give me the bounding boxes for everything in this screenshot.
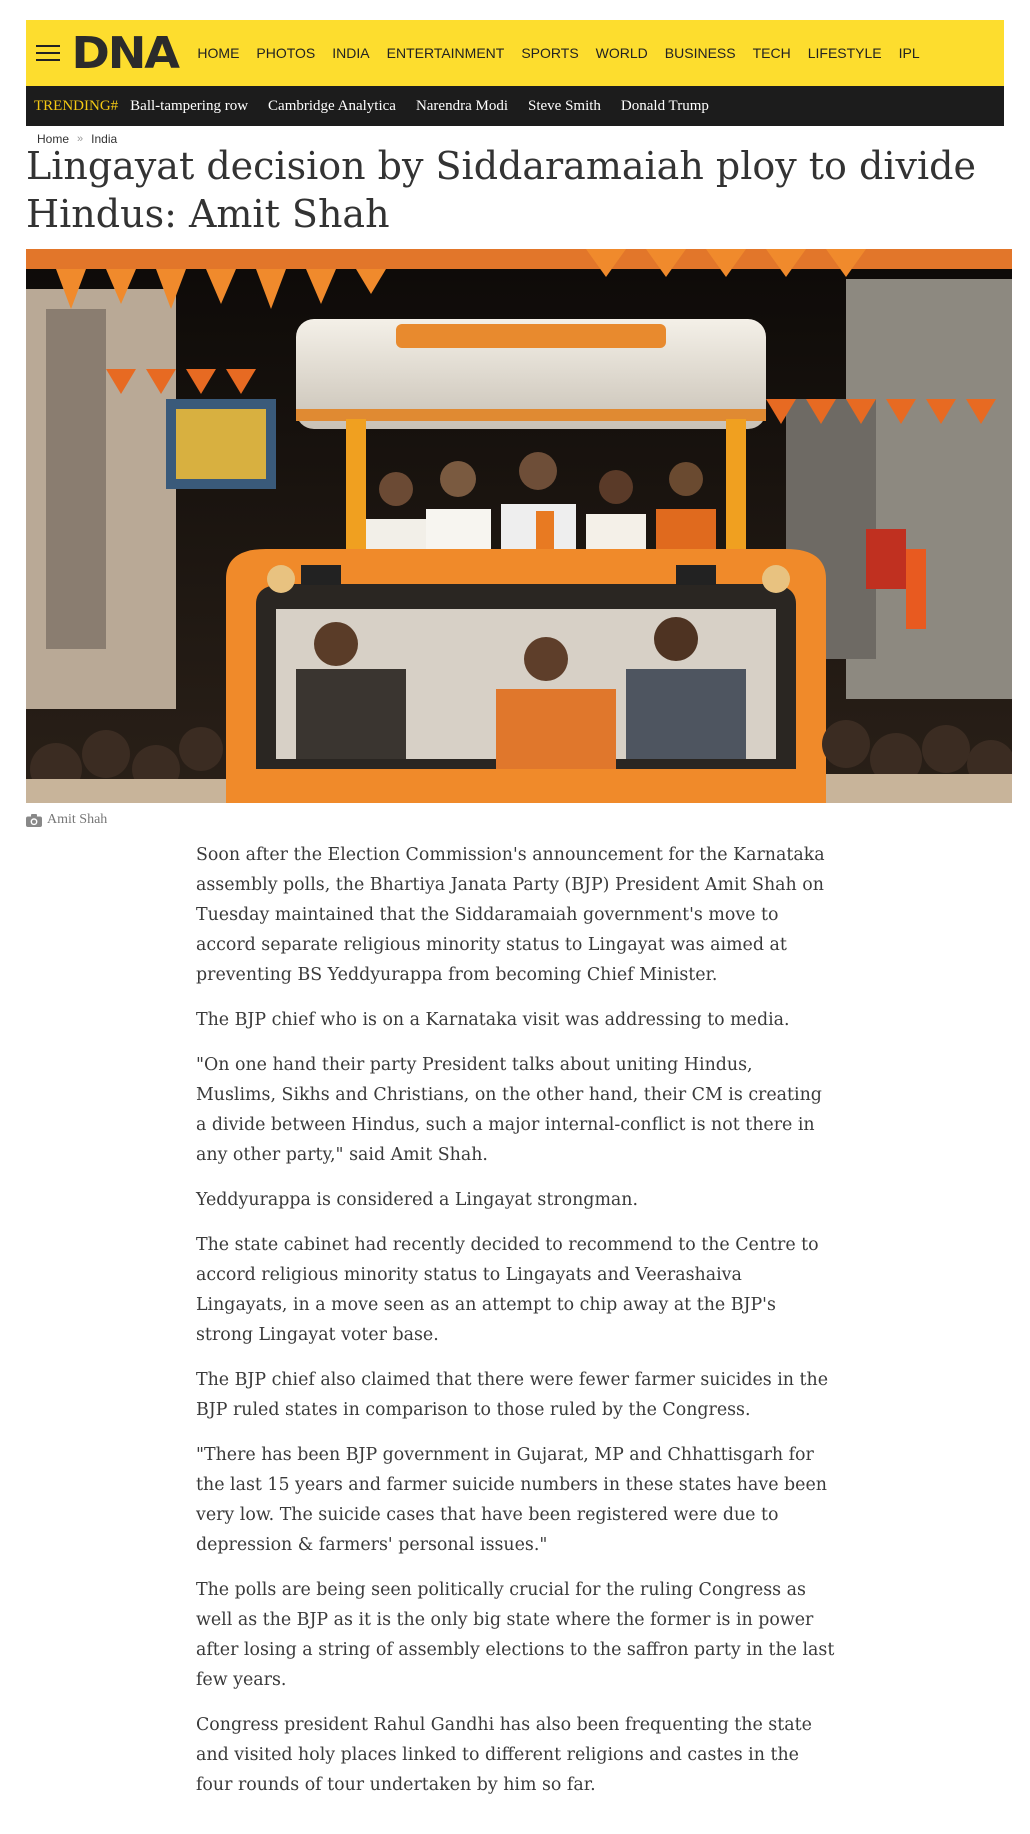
trending-item[interactable]: Ball-tampering row [130, 97, 249, 114]
nav-item-business[interactable]: BUSINESS [664, 45, 736, 61]
article-paragraph: The state cabinet had recently decided to recommend to the Centre to accord religious minority status to Lingayats and Veerashaiva Lingayats, in a move seen as an attempt to chip away at the BJP's strong Lingayat voter base. [196, 1235, 819, 1345]
breadcrumb-separator: » [77, 133, 84, 145]
nav-item-ipl[interactable]: IPL [898, 45, 920, 61]
article-paragraph: Congress president Rahul Gandhi has also been frequenting the state and visited holy places linked to different religions and castes in the four rounds of tour undertaken by him so far. [196, 1715, 812, 1795]
breadcrumb-home[interactable]: Home [37, 132, 70, 146]
nav-item-home[interactable]: HOME [197, 45, 240, 61]
trending-item[interactable]: Steve Smith [528, 97, 601, 114]
image-caption [26, 812, 107, 828]
rally-photo-illustration [26, 249, 1012, 803]
trending-item[interactable]: Donald Trump [620, 97, 709, 114]
article-paragraph: The polls are being seen politically crucial for the ruling Congress as well as the BJP as it is the only big state where the former is in power after losing a string of assembly elections to the saffron party in the last few years. [196, 1580, 835, 1690]
nav-item-photos[interactable]: PHOTOS [256, 45, 316, 61]
trending-bar [26, 86, 1004, 126]
article-hero-image [26, 249, 1012, 803]
article-body [196, 840, 836, 1815]
camera-icon [26, 814, 42, 827]
main-navbar [26, 20, 1004, 86]
caption-text: Amit Shah [47, 812, 108, 827]
article-paragraph: The BJP chief who is on a Karnataka visit was addressing to media. [196, 1010, 790, 1030]
hamburger-menu-icon[interactable] [36, 45, 60, 61]
article-paragraph: The BJP chief also claimed that there were fewer farmer suicides in the BJP ruled states in comparison to those ruled by the Congress. [196, 1370, 829, 1420]
article-paragraph: "There has been BJP government in Gujarat, MP and Chhattisgarh for the last 15 years and farmer suicide numbers in these states have been very low. The suicide cases that have been registered were due to depression & farmers' personal issues." [196, 1445, 827, 1555]
article-paragraph: Soon after the Election Commission's announcement for the Karnataka assembly polls, the Bhartiya Janata Party (BJP) President Amit Shah on Tuesday maintained that the Siddaramaiah government's move to accord separate religious minority status to Lingayat was aimed at preventing BS Yeddyurappa from becoming Chief Minister. [196, 845, 825, 985]
nav-item-lifestyle[interactable]: LIFESTYLE [807, 45, 882, 61]
nav-item-world[interactable]: WORLD [595, 45, 648, 61]
article-paragraph: "On one hand their party President talks about uniting Hindus, Muslims, Sikhs and Christians, on the other hand, their CM is creating a divide between Hindus, such a major internal-conflict is not there in any other party," said Amit Shah. [196, 1055, 822, 1165]
trending-item[interactable]: Cambridge Analytica [268, 97, 396, 114]
nav-item-entertainment[interactable]: ENTERTAINMENT [386, 45, 505, 61]
nav-item-tech[interactable]: TECH [752, 45, 791, 61]
article-title: Lingayat decision by Siddaramaiah ploy to divide Hindus: Amit Shah [26, 144, 976, 236]
site-logo[interactable]: DNA [71, 27, 178, 79]
nav-item-india[interactable]: INDIA [332, 45, 370, 61]
breadcrumb-section[interactable]: India [91, 132, 118, 146]
article-paragraph: Yeddyurappa is considered a Lingayat strongman. [196, 1190, 639, 1210]
trending-item[interactable]: Narendra Modi [415, 97, 508, 114]
nav-item-sports[interactable]: SPORTS [521, 45, 579, 61]
trending-label: TRENDING# [34, 97, 119, 114]
nav-menu [197, 45, 936, 61]
